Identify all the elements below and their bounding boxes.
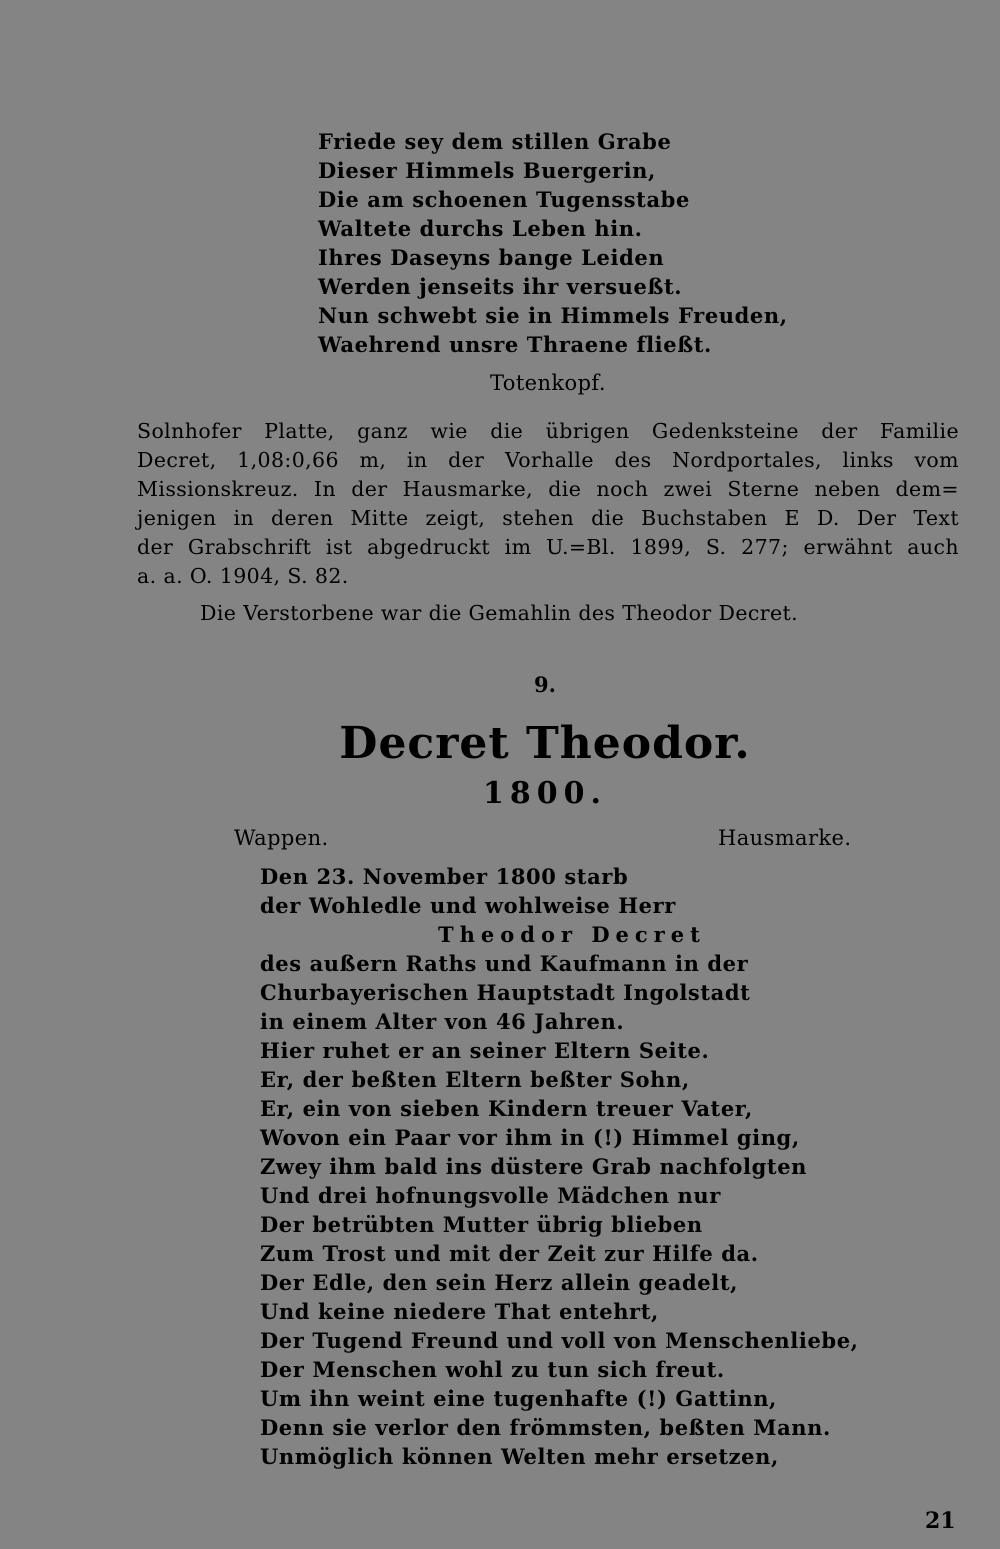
wappen-label: Wappen. <box>234 826 329 850</box>
totenkopf-note: Totenkopf. <box>490 371 606 395</box>
poem-line: Wovon ein Paar vor ihm in (!) Himmel ging, <box>260 1125 800 1150</box>
paragraph-line: Decret, 1,08:0,66 m, in der Vorhalle des Nordportales, links vom <box>137 448 959 472</box>
poem-line: Churbayerischen Hauptstadt Ingolstadt <box>260 980 751 1005</box>
paragraph-line: a. a. O. 1904, S. 82. <box>137 564 349 588</box>
poem-line: Er, ein von sieben Kindern treuer Vater, <box>260 1096 753 1121</box>
poem-line: Und drei hofnungsvolle Mädchen nur <box>260 1183 721 1208</box>
section-title: Decret Theodor. <box>339 718 751 769</box>
poem-line: Zum Trost und mit der Zeit zur Hilfe da. <box>260 1241 759 1266</box>
poem-line: Der Menschen wohl zu tun sich freut. <box>260 1357 725 1382</box>
poem-line: Ihres Daseyns bange Leiden <box>318 245 665 270</box>
poem-line: Der betrübten Mutter übrig blieben <box>260 1212 703 1237</box>
poem-line: Zwey ihm bald ins düstere Grab nachfolgten <box>260 1154 808 1179</box>
paragraph-line: der Grabschrift ist abgedruckt im U.=Bl. 1899, S. 277; erwähnt auch <box>137 535 959 559</box>
hausmarke-label: Hausmarke. <box>718 826 852 850</box>
poem-line: Um ihn weint eine tugenhafte (!) Gattinn, <box>260 1386 777 1411</box>
section-number: 9. <box>534 672 556 697</box>
poem-line: Denn sie verlor den frömmsten, beßten Mann. <box>260 1415 831 1440</box>
page-number: 21 <box>925 1508 956 1534</box>
paragraph-line: Missionskreuz. In der Hausmarke, die noch zwei Sterne neben dem= <box>137 477 959 501</box>
poem-line: in einem Alter von 46 Jahren. <box>260 1009 625 1034</box>
poem-line: Dieser Himmels Buergerin, <box>318 158 656 183</box>
poem-line: Unmöglich können Welten mehr ersetzen, <box>260 1444 779 1469</box>
poem-line: des außern Raths und Kaufmann in der <box>260 951 749 976</box>
poem-line: Waltete durchs Leben hin. <box>318 216 643 241</box>
poem-line: Friede sey dem stillen Grabe <box>318 129 672 154</box>
poem-line: Theodor Decret <box>438 922 706 947</box>
section-year: 1800. <box>483 776 607 811</box>
poem-line: Waehrend unsre Thraene fließt. <box>318 332 712 357</box>
paragraph-line: jenigen in deren Mitte zeigt, stehen die Buchstaben E D. Der Text <box>137 506 959 530</box>
poem-line: Der Edle, den sein Herz allein geadelt, <box>260 1270 739 1295</box>
poem-line: Werden jenseits ihr versueßt. <box>318 274 683 299</box>
poem-line: Er, der beßten Eltern beßter Sohn, <box>260 1067 690 1092</box>
paragraph-line: Solnhofer Platte, ganz wie die übrigen Gedenksteine der Familie <box>137 419 959 443</box>
poem-line: Und keine niedere That entehrt, <box>260 1299 659 1324</box>
poem-line: Nun schwebt sie in Himmels Freuden, <box>318 303 788 328</box>
poem-line: Der Tugend Freund und voll von Menschenliebe, <box>260 1328 859 1353</box>
poem-line: Hier ruhet er an seiner Eltern Seite. <box>260 1038 710 1063</box>
poem-line: Den 23. November 1800 starb <box>260 864 629 889</box>
poem-line: der Wohledle und wohlweise Herr <box>260 893 676 918</box>
poem-line: Die am schoenen Tugensstabe <box>318 187 690 212</box>
note-paragraph: Die Verstorbene war die Gemahlin des Theodor Decret. <box>200 601 799 625</box>
